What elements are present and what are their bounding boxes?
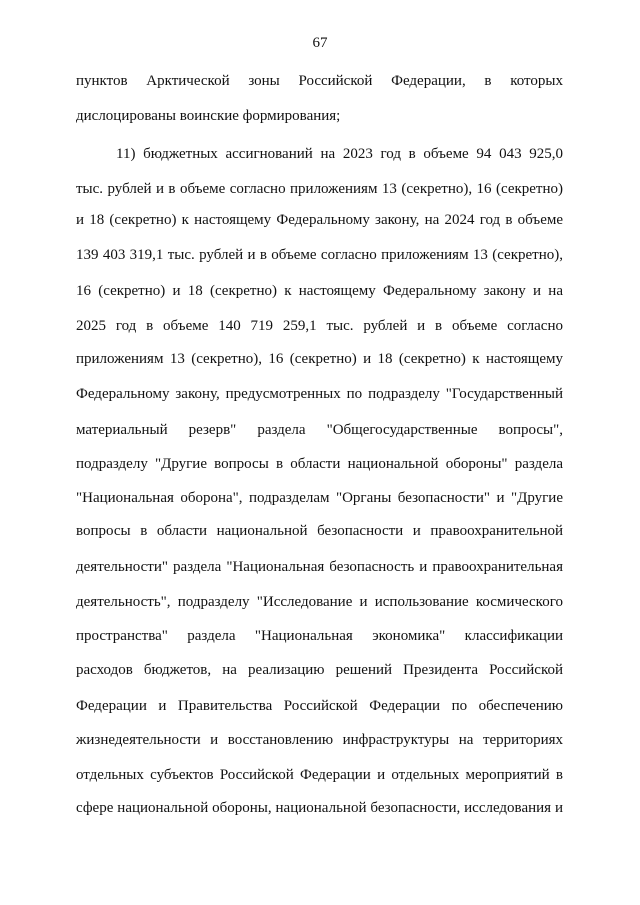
text-line: 2025 год в объеме 140 719 259,1 тыс. рублей и в объеме согласно bbox=[76, 318, 563, 334]
page-number: 67 bbox=[312, 35, 328, 51]
text-line: отдельных субъектов Российской Федерации и отдельных мероприятий в bbox=[76, 767, 563, 783]
text-line: деятельности" раздела "Национальная безопасность и правоохранительная bbox=[76, 559, 563, 575]
text-line: 16 (секретно) и 18 (секретно) к настоящему Федеральному закону и на bbox=[76, 283, 563, 299]
text-line: 11) бюджетных ассигнований на 2023 год в объеме 94 043 925,0 bbox=[116, 146, 563, 162]
text-line: и 18 (секретно) к настоящему Федеральному закону, на 2024 год в объеме bbox=[76, 212, 563, 228]
text-line: подразделу "Другие вопросы в области национальной обороны" раздела bbox=[76, 456, 563, 472]
text-line: приложениям 13 (секретно), 16 (секретно) и 18 (секретно) к настоящему bbox=[76, 351, 563, 367]
text-line: 139 403 319,1 тыс. рублей и в объеме согласно приложениям 13 (секретно), bbox=[76, 247, 563, 263]
text-line: Федеральному закону, предусмотренных по подразделу "Государственный bbox=[76, 386, 563, 402]
text-line: жизнедеятельности и восстановлению инфраструктуры на территориях bbox=[76, 732, 563, 748]
text-line: сфере национальной обороны, национальной безопасности, исследования и bbox=[76, 800, 563, 816]
text-line: Федерации и Правительства Российской Федерации по обеспечению bbox=[76, 698, 563, 714]
text-line: "Национальная оборона", подразделам "Органы безопасности" и "Другие bbox=[76, 490, 563, 506]
text-line: расходов бюджетов, на реализацию решений Президента Российской bbox=[76, 662, 563, 678]
text-line: вопросы в области национальной безопасности и правоохранительной bbox=[76, 523, 563, 539]
text-line: пространства" раздела "Национальная экономика" классификации bbox=[76, 628, 563, 644]
text-line: дислоцированы воинские формирования; bbox=[76, 108, 341, 124]
text-line: пунктов Арктической зоны Российской Федерации, в которых bbox=[76, 73, 563, 89]
text-line: тыс. рублей и в объеме согласно приложениям 13 (секретно), 16 (секретно) bbox=[76, 181, 563, 197]
text-line: материальный резерв" раздела "Общегосударственные вопросы", bbox=[76, 422, 563, 438]
text-line: деятельность", подразделу "Исследование и использование космического bbox=[76, 594, 563, 610]
